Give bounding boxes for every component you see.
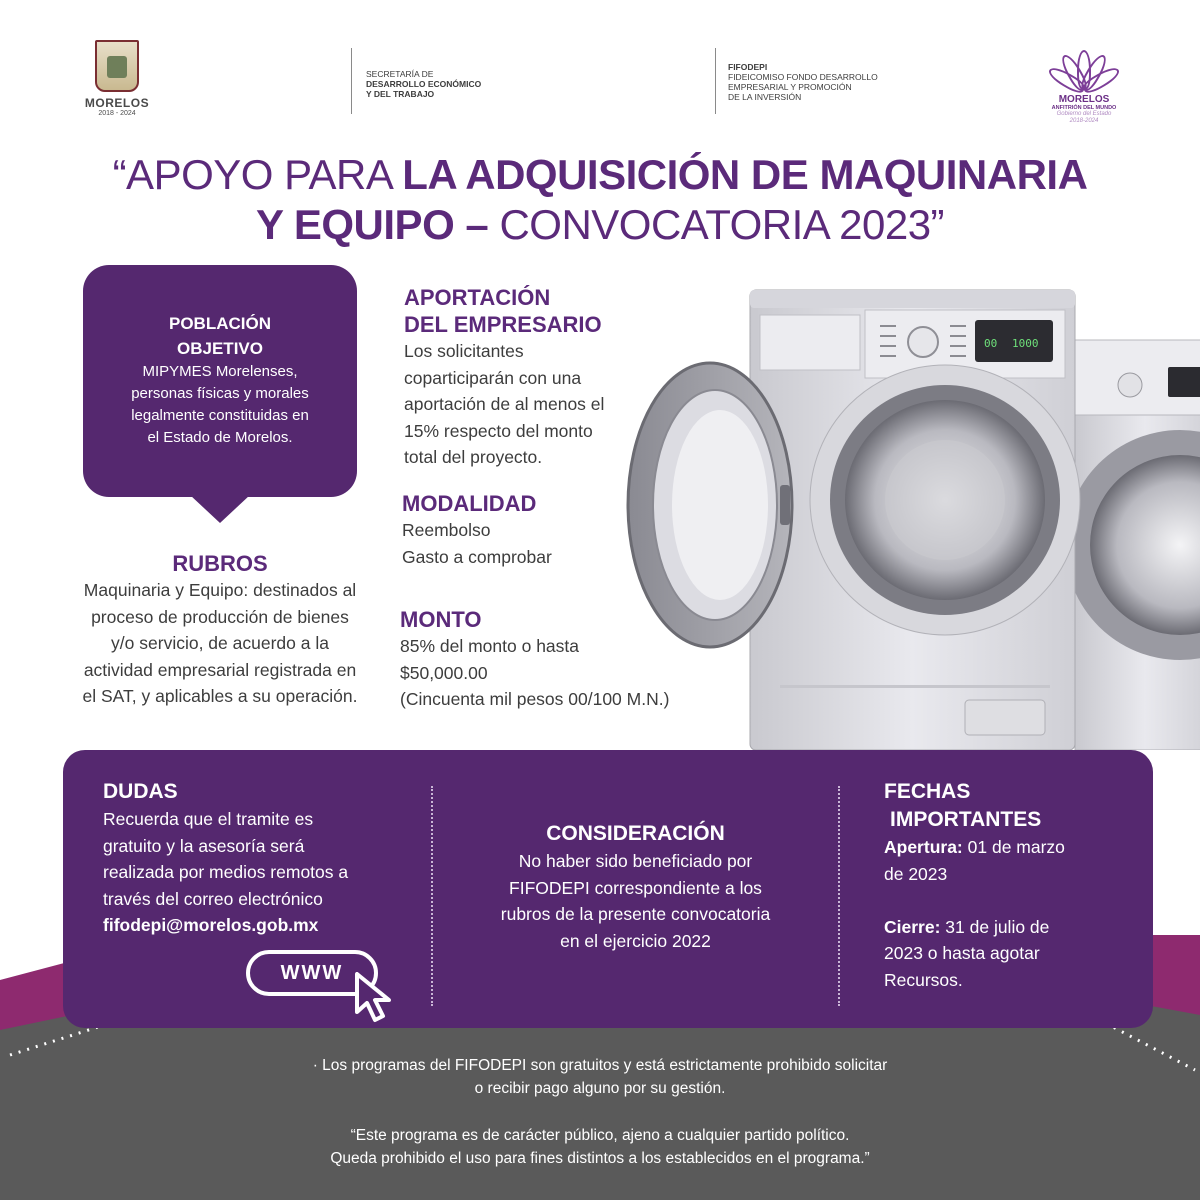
modalidad-heading: MODALIDAD bbox=[402, 491, 537, 516]
monto-line: $50,000.00 bbox=[400, 662, 488, 683]
dotted-divider bbox=[431, 786, 433, 1006]
secretaria-line3: Y DEL TRABAJO bbox=[366, 89, 435, 99]
fechas-heading-2: IMPORTANTES bbox=[890, 808, 1042, 831]
secretaria-logo bbox=[366, 69, 481, 99]
dudas-line: Recuerda que el tramite es bbox=[103, 809, 314, 829]
rubros-line: y/o servicio, de acuerdo a la bbox=[111, 633, 329, 653]
cursor-arrow-icon bbox=[353, 972, 403, 1026]
washer-display-right: 1000 bbox=[1012, 337, 1039, 350]
aportacion-line: total del proyecto. bbox=[404, 447, 543, 467]
gobierno-logo-tagline: ANFITRIÓN DEL MUNDO bbox=[1051, 105, 1117, 111]
rubros-line: proceso de producción de bienes bbox=[91, 606, 349, 627]
poblacion-line: el Estado de Morelos. bbox=[147, 429, 293, 446]
rubros-section bbox=[55, 550, 385, 710]
cierre-date-3: Recursos. bbox=[884, 969, 963, 990]
dudas-heading: DUDAS bbox=[103, 780, 178, 803]
page-title bbox=[0, 150, 1200, 250]
divider bbox=[351, 48, 352, 114]
footer-line: “Este programa es de carácter público, ajeno a cualquier partido político. bbox=[350, 1127, 850, 1144]
contact-email-link[interactable]: fifodepi@morelos.gob.mx bbox=[103, 915, 319, 935]
morelos-logo-years: 2018 - 2024 bbox=[98, 110, 136, 117]
title-line2-light: CONVOCATORIA 2023” bbox=[499, 201, 945, 248]
poblacion-line: legalmente constituidas en bbox=[131, 407, 309, 424]
dudas-section bbox=[103, 778, 403, 939]
monto-line: 85% del monto o hasta bbox=[400, 636, 580, 656]
morelos-logo bbox=[80, 40, 154, 117]
consideracion-line: FIFODEPI correspondiente a los bbox=[509, 877, 762, 898]
info-panel bbox=[63, 750, 1153, 1028]
fifodepi-line3: EMPRESARIAL Y PROMOCIÓN bbox=[728, 82, 852, 92]
poblacion-objetivo-card bbox=[83, 265, 357, 497]
fifodepi-line2: FIDEICOMISO FONDO DESARROLLO bbox=[728, 72, 878, 82]
aportacion-heading-1: APORTACIÓN bbox=[404, 285, 551, 310]
aportacion-heading-2: DEL EMPRESARIO bbox=[404, 312, 602, 337]
rubros-line: actividad empresarial registrada en bbox=[83, 659, 357, 680]
divider bbox=[715, 48, 716, 114]
aportacion-line: coparticiparán con una bbox=[404, 367, 582, 388]
cierre-date: 31 de julio de bbox=[940, 916, 1050, 937]
gobierno-morelos-logo bbox=[1048, 42, 1120, 125]
consideracion-line: No haber sido beneficiado por bbox=[518, 851, 753, 871]
poblacion-line: personas físicas y morales bbox=[131, 385, 309, 402]
poblacion-line: MIPYMES Morelenses, bbox=[142, 363, 298, 380]
footer-disclaimer bbox=[0, 1054, 1200, 1170]
footer-line: · Los programas del FIFODEPI son gratuitos y está estrictamente prohibido solicitar bbox=[312, 1057, 888, 1074]
secretaria-line2: DESARROLLO ECONÓMICO bbox=[366, 79, 482, 89]
cierre-label: Cierre: bbox=[884, 916, 941, 937]
gobierno-logo-sub2: 2018-2024 bbox=[1069, 118, 1099, 124]
dudas-line: realizada por medios remotos a bbox=[103, 862, 349, 882]
monto-section bbox=[400, 606, 740, 713]
gobierno-logo-sub1: Gobierno del Estado bbox=[1056, 111, 1112, 117]
cierre-date-2: 2023 o hasta agotar bbox=[884, 943, 1040, 963]
monto-line: (Cincuenta mil pesos 00/100 M.N.) bbox=[400, 689, 670, 709]
fifodepi-logo bbox=[728, 62, 878, 102]
dudas-line: través del correo electrónico bbox=[103, 888, 323, 909]
modalidad-line: Gasto a comprobar bbox=[402, 546, 552, 567]
morelos-logo-name: MORELOS bbox=[84, 96, 150, 110]
consideracion-section bbox=[463, 820, 808, 954]
rubros-line: Maquinaria y Equipo: destinados al bbox=[83, 580, 357, 600]
dudas-line: gratuito y la asesoría será bbox=[103, 835, 305, 856]
poblacion-heading-1: POBLACIÓN bbox=[169, 314, 271, 333]
consideracion-line: en el ejercicio 2022 bbox=[560, 930, 711, 951]
fechas-heading-1: FECHAS bbox=[884, 780, 971, 803]
secretaria-line1: SECRETARÍA DE bbox=[366, 69, 434, 79]
www-button[interactable]: WWW bbox=[246, 950, 378, 996]
aportacion-line: Los solicitantes bbox=[404, 341, 524, 361]
apertura-date: 01 de marzo bbox=[962, 837, 1065, 857]
aportacion-line: 15% respecto del monto bbox=[404, 420, 593, 441]
apertura-date-2: de 2023 bbox=[884, 863, 948, 884]
aportacion-section bbox=[404, 284, 684, 471]
washer-back bbox=[1065, 340, 1200, 750]
consideracion-heading: CONSIDERACIÓN bbox=[546, 822, 725, 845]
fechas-section bbox=[884, 778, 1114, 993]
aportacion-line: aportación de al menos el bbox=[404, 394, 605, 414]
coat-of-arms-icon bbox=[95, 40, 139, 92]
title-line1-bold: LA ADQUISICIÓN DE MAQUINARIA bbox=[402, 151, 1088, 198]
poblacion-heading-2: OBJETIVO bbox=[177, 339, 263, 358]
gobierno-logo-name: MORELOS bbox=[1058, 94, 1110, 105]
flower-icon bbox=[1054, 42, 1114, 94]
modalidad-line: Reembolso bbox=[402, 520, 491, 540]
dotted-divider bbox=[838, 786, 840, 1006]
title-line1-light: “APOYO PARA bbox=[112, 151, 403, 198]
footer-line: Queda prohibido el uso para fines distintos a los establecidos en el programa.” bbox=[330, 1150, 870, 1167]
apertura-label: Apertura: bbox=[884, 837, 963, 857]
consideracion-line: rubros de la presente convocatoria bbox=[500, 904, 771, 924]
fifodepi-line1: FIFODEPI bbox=[728, 62, 768, 72]
monto-heading: MONTO bbox=[400, 607, 482, 632]
fifodepi-line4: DE LA INVERSIÓN bbox=[728, 92, 802, 102]
title-line2-bold: Y EQUIPO – bbox=[255, 201, 500, 248]
washer-display-left: 00 bbox=[984, 337, 998, 350]
modalidad-section bbox=[402, 490, 682, 570]
rubros-line: el SAT, y aplicables a su operación. bbox=[82, 686, 358, 706]
footer-line: o recibir pago alguno por su gestión. bbox=[474, 1080, 726, 1097]
header bbox=[0, 0, 1200, 140]
rubros-heading: RUBROS bbox=[172, 551, 268, 576]
